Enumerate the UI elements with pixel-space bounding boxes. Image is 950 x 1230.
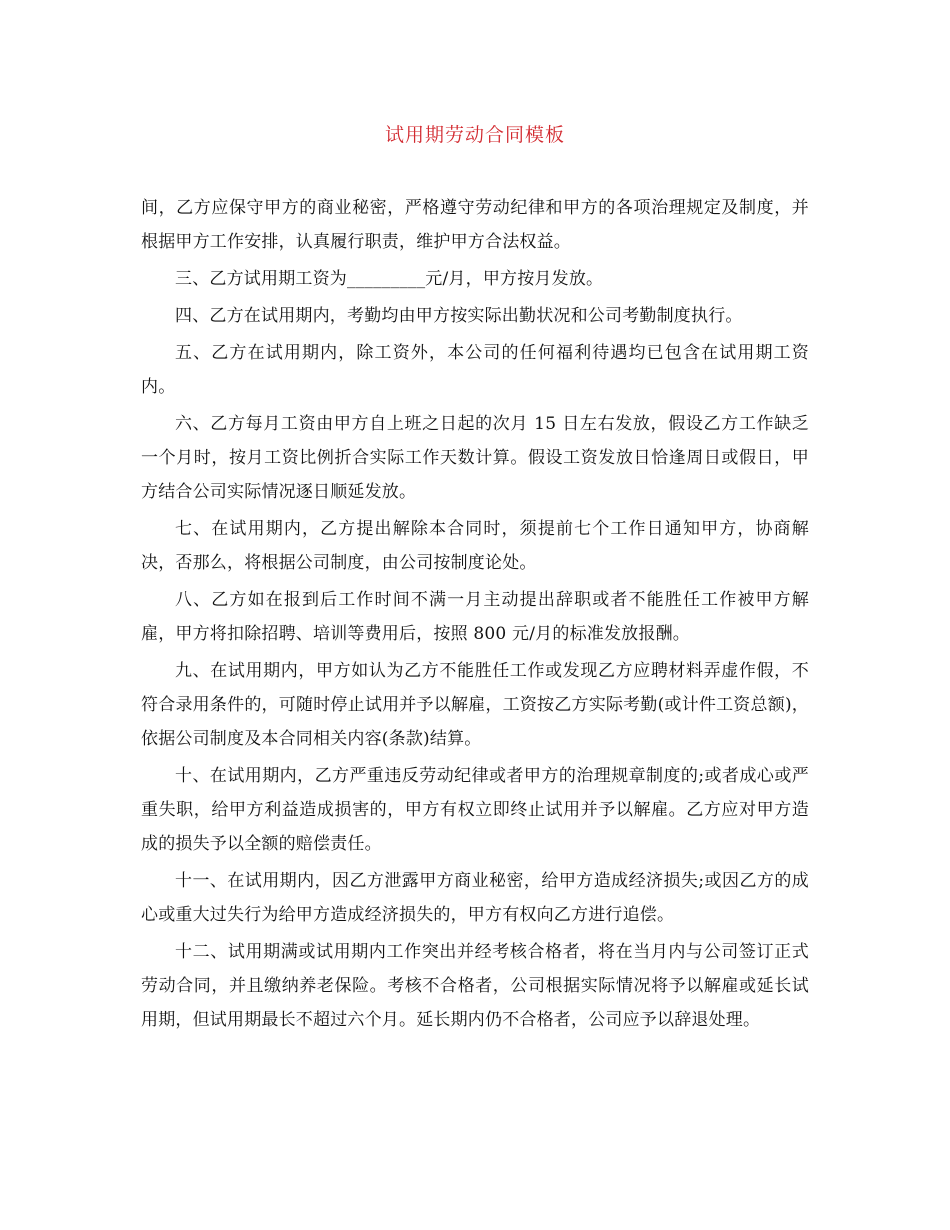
- document-body: [141, 191, 809, 1037]
- clause-5-benefits: 五、乙方在试用期内，除工资外，本公司的任何福利待遇均已包含在试用期工资内。: [141, 343, 809, 397]
- clause-7-termination: 七、在试用期内，乙方提出解除本合同时，须提前七个工作日通知甲方，协商解决，否那么，将根据公司制度，由公司按制度论处。: [141, 519, 809, 573]
- clause-11-compensation: 十一、在试用期内，因乙方泄露甲方商业秘密，给甲方造成经济损失;或因乙方的成心或重大过失行为给甲方造成经济损失的，甲方有权向乙方进行追偿。: [141, 871, 809, 925]
- clause-10-violation: 十、在试用期内，乙方严重违反劳动纪律或者甲方的治理规章制度的;或者成心或严重失职，给甲方利益造成损害的，甲方有权立即终止试用并予以解雇。乙方应对甲方造成的损失予以全额的赔偿责任。: [141, 766, 809, 854]
- clause-12-probation-end: 十二、试用期满或试用期内工作突出并经考核合格者，将在当月内与公司签订正式劳动合同，并且缴纳养老保险。考核不合格者，公司根据实际情况将予以解雇或延长试用期，但试用期最长不超过六个月。延长期内仍不合格者，公司应予以辞退处理。: [141, 942, 809, 1030]
- document-title: 试用期劳动合同模板: [384, 124, 565, 146]
- clause-9-dismissal: 九、在试用期内，甲方如认为乙方不能胜任工作或发现乙方应聘材料弄虚作假，不符合录用条件的，可随时停止试用并予以解雇，工资按乙方实际考勤(或计件工资总额)，依据公司制度及本合同相关内容(条款)结算。: [141, 661, 809, 749]
- clause-6-payday: 六、乙方每月工资由甲方自上班之日起的次月 15 日左右发放，假设乙方工作缺乏一个月时，按月工资比例折合实际工作天数计算。假设工资发放日恰逢周日或假日，甲方结合公司实际情况逐日顺延发放。: [141, 414, 809, 502]
- clause-8-resignation: 八、乙方如在报到后工作时间不满一月主动提出辞职或者不能胜任工作被甲方解雇，甲方将扣除招聘、培训等费用后，按照 800 元/月的标准发放报酬。: [141, 590, 809, 644]
- clause-3-salary: 三、乙方试用期工资为_________元/月，甲方按月发放。: [175, 269, 604, 289]
- clause-4-attendance: 四、乙方在试用期内，考勤均由甲方按实际出勤状况和公司考勤制度执行。: [175, 306, 743, 326]
- paragraph-continuation: 间，乙方应保守甲方的商业秘密，严格遵守劳动纪律和甲方的各项治理规定及制度，并根据甲方工作安排，认真履行职责，维护甲方合法权益。: [141, 198, 809, 252]
